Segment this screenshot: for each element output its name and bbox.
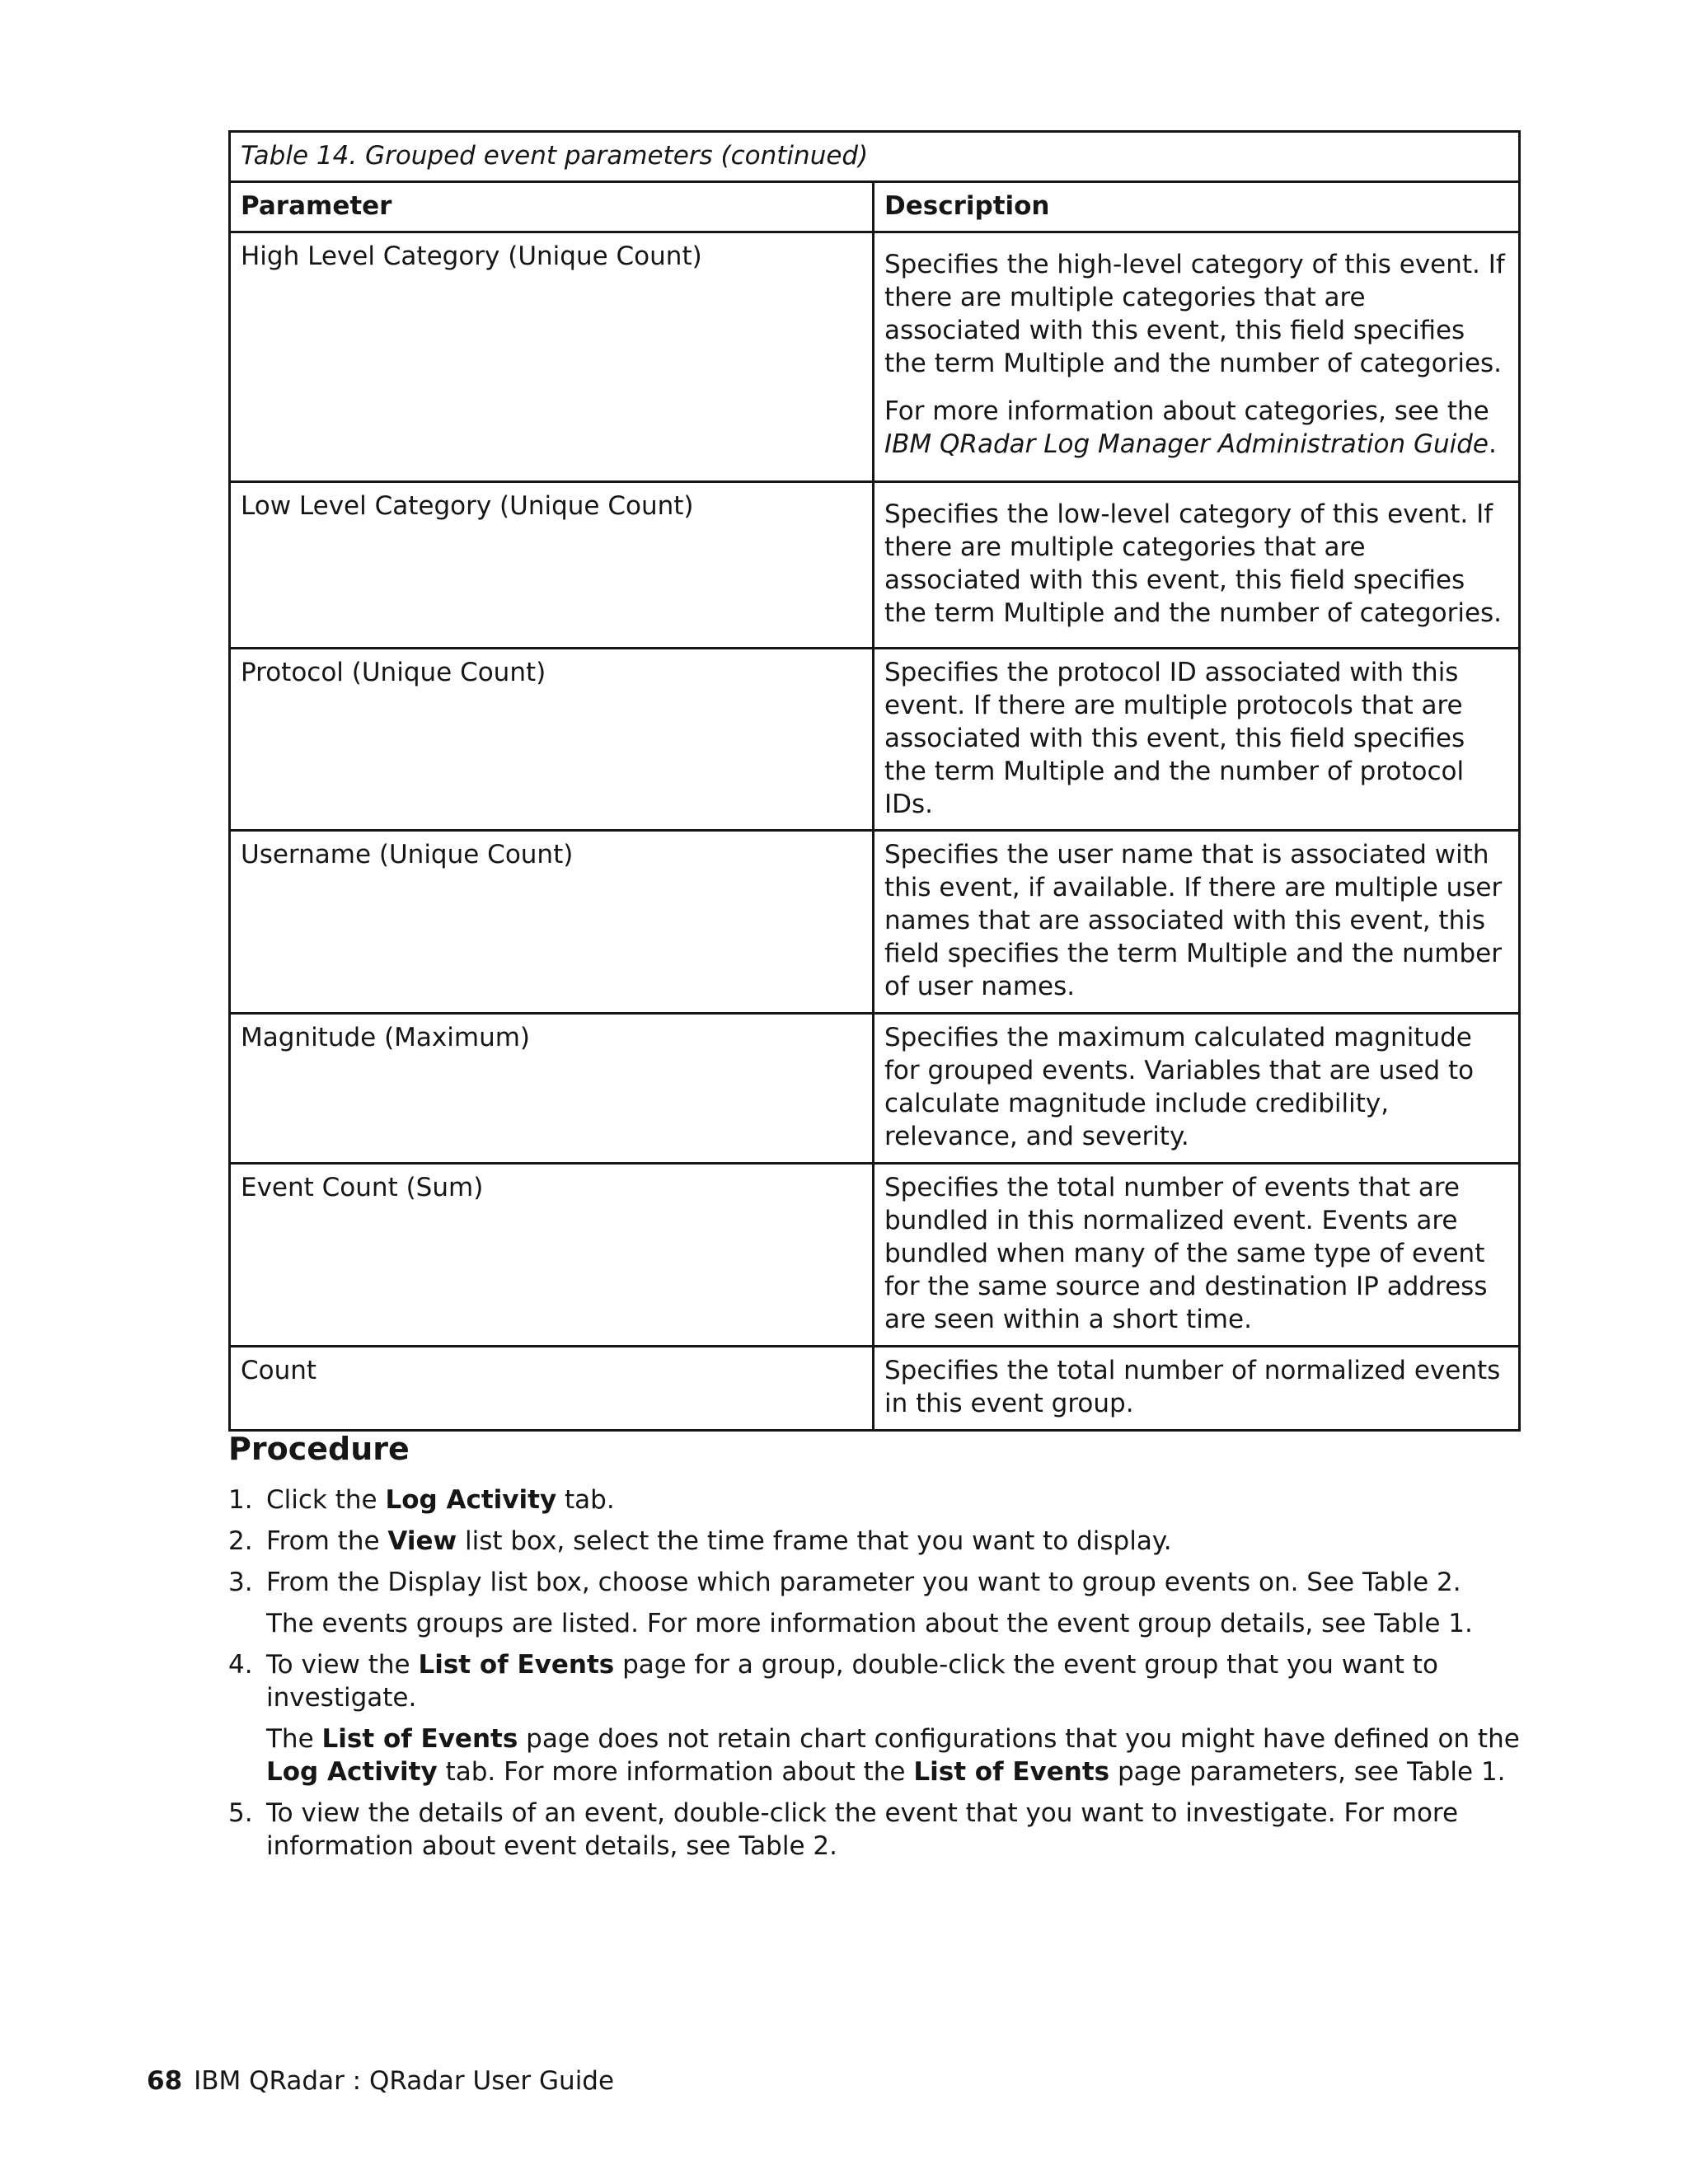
procedure-heading: Procedure (228, 1431, 410, 1467)
step-text: Click the (266, 1485, 386, 1515)
description-text: Specifies the user name that is associated with this event, if available. If there are multiple user names that are associated with this event, this field specifies the term Multiple and the number of user names. (884, 840, 1503, 1001)
description-text: Specifies the total number of events that are bundled in this normalized event. Events are bundled when many of the same type of event for the same source and destination IP address are seen within a short time. (884, 1173, 1488, 1334)
column-header-description: Description (874, 182, 1520, 232)
procedure-section (228, 1429, 1547, 1871)
parameter-cell: Magnitude (Maximum) (230, 1014, 874, 1164)
note-prefix: For more information about categories, see the (884, 396, 1489, 426)
step-number: 1. (228, 1485, 253, 1515)
procedure-step (228, 1525, 1547, 1558)
description-cell (874, 1164, 1520, 1347)
table-row (230, 232, 1520, 482)
table-caption: Table 14. Grouped event parameters (continued) (230, 132, 1520, 182)
step-text-part: page does not retain chart configurations that you might have defined on the (518, 1724, 1520, 1754)
table-row (230, 1014, 1520, 1164)
ui-term: Log Activity (266, 1757, 438, 1787)
procedure-step (228, 1648, 1547, 1788)
description-text: Specifies the protocol ID associated with this event. If there are multiple protocols that are associated with this event, this field specifies the term Multiple and the number of protocol IDs. (884, 658, 1465, 819)
table-row (230, 482, 1520, 649)
table-row (230, 831, 1520, 1014)
guide-title: IBM QRadar Log Manager Administration Guide (884, 429, 1489, 459)
parameter-cell: Event Count (Sum) (230, 1164, 874, 1347)
description-text: Specifies the high-level category of this event. If there are multiple categories that are associated with this event, this field specifies the term Multiple and the number of categories. (884, 250, 1505, 378)
step-text: From the Display list box, choose which parameter you want to group events on. See Table 2. (266, 1568, 1461, 1597)
step-number: 2. (228, 1526, 253, 1556)
ui-term: List of Events (913, 1757, 1110, 1787)
step-number: 4. (228, 1650, 253, 1680)
ui-term: List of Events (418, 1650, 615, 1680)
ui-term: View (387, 1526, 457, 1556)
description-cell (874, 482, 1520, 649)
description-text: Specifies the low-level category of this event. If there are multiple categories that are associated with this event, this field specifies the term Multiple and the number of categories. (884, 499, 1503, 628)
description-cell (874, 232, 1520, 482)
procedure-step (228, 1483, 1547, 1516)
step-text: To view the details of an event, double-click the event that you want to investigate. For more information about event details, see Table 2. (266, 1798, 1459, 1861)
step-number: 3. (228, 1568, 253, 1597)
description-note (884, 395, 1508, 461)
table-caption-row (230, 132, 1520, 182)
page-number: 68 (147, 2066, 183, 2096)
table-row (230, 1347, 1520, 1431)
step-text-part: tab. For more information about the (437, 1757, 914, 1787)
page-footer (147, 2064, 614, 2097)
footer-title: IBM QRadar : QRadar User Guide (194, 2066, 615, 2096)
ui-term: List of Events (321, 1724, 518, 1754)
parameter-cell: Low Level Category (Unique Count) (230, 482, 874, 649)
grouped-event-parameters-table (228, 130, 1521, 1432)
step-text-part: To view the (266, 1650, 419, 1680)
description-cell (874, 1347, 1520, 1431)
parameter-cell: Protocol (Unique Count) (230, 649, 874, 831)
step-text: tab. (556, 1485, 615, 1515)
description-cell (874, 831, 1520, 1014)
table-header-row (230, 182, 1520, 232)
step-text (266, 1648, 1547, 1714)
procedure-step (228, 1797, 1547, 1863)
note-suffix: . (1489, 429, 1497, 459)
table-row (230, 649, 1520, 831)
description-cell (874, 649, 1520, 831)
parameter-cell: Count (230, 1347, 874, 1431)
step-text: list box, select the time frame that you want to display. (457, 1526, 1172, 1556)
column-header-parameter: Parameter (230, 182, 874, 232)
step-text-part: The (266, 1724, 322, 1754)
description-text: Specifies the total number of normalized events in this event group. (884, 1356, 1501, 1418)
parameter-cell: Username (Unique Count) (230, 831, 874, 1014)
table-row (230, 1164, 1520, 1347)
procedure-steps (228, 1483, 1547, 1863)
description-cell (874, 1014, 1520, 1164)
step-text: From the (266, 1526, 388, 1556)
parameter-cell: High Level Category (Unique Count) (230, 232, 874, 482)
procedure-step (228, 1566, 1547, 1640)
step-number: 5. (228, 1798, 253, 1828)
step-text-part: page parameters, see Table 1. (1109, 1757, 1506, 1787)
description-text: Specifies the maximum calculated magnitude for grouped events. Variables that are used to calculate magnitude include credibility, relevance, and severity. (884, 1023, 1475, 1151)
step-text-part: page for a group, double-click the event group that you want to investigate. (266, 1650, 1438, 1713)
ui-term: Log Activity (385, 1485, 557, 1515)
step-result: The events groups are listed. For more information about the event group details, see Table 1. (266, 1609, 1473, 1638)
step-result (266, 1722, 1547, 1788)
